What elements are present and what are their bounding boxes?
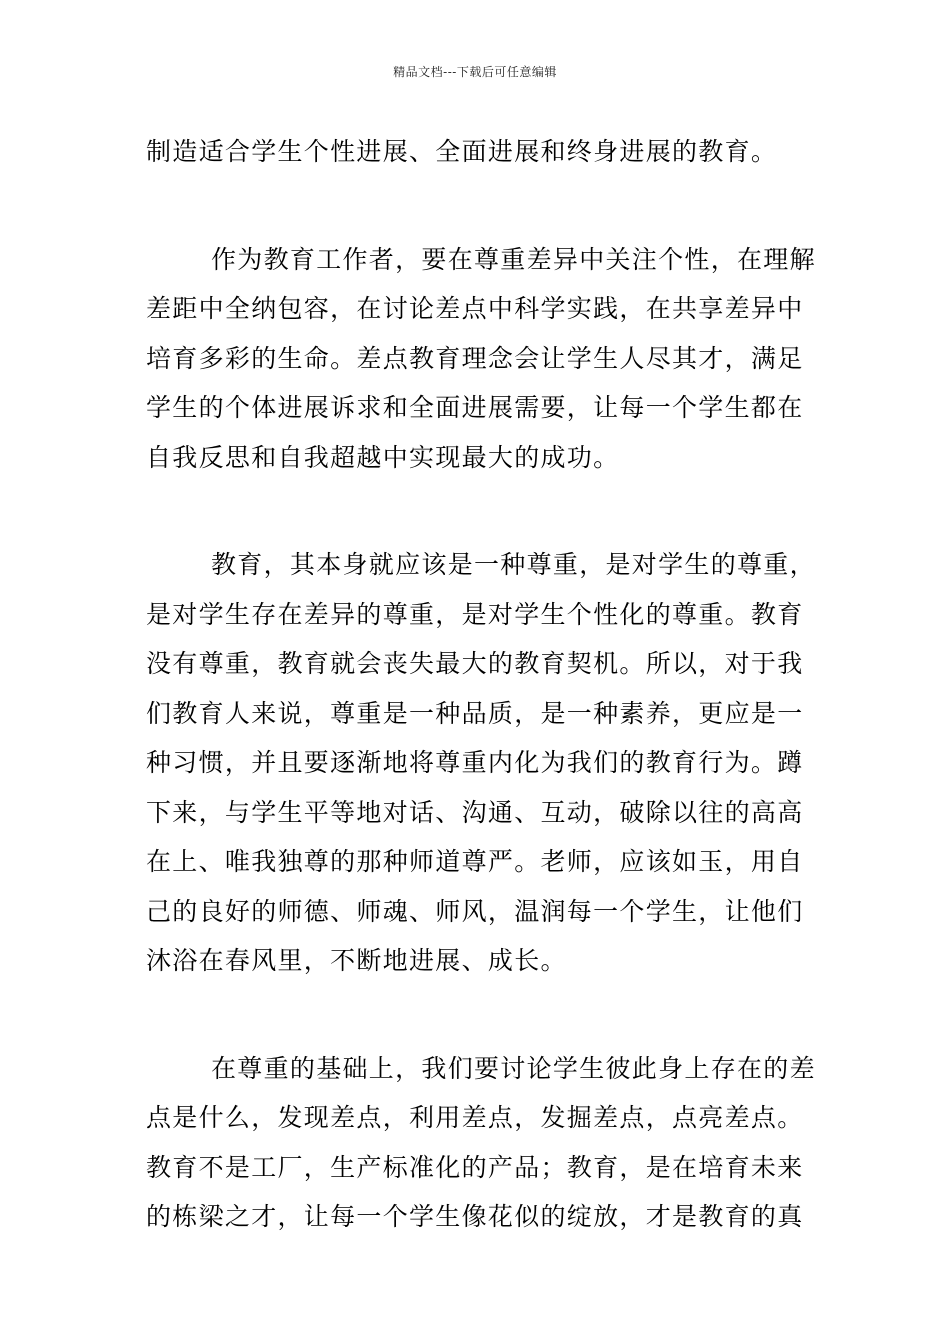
paragraph-line: 自我反思和自我超越中实现最大的成功。 <box>146 442 620 472</box>
paragraph-gap <box>146 177 808 235</box>
paragraph-line: 点是什么，发现差点，利用差点，发掘差点，点亮差点。 <box>146 1103 804 1132</box>
paragraph-line: 差距中全纳包容，在讨论差点中科学实践，在共享差异中 <box>146 294 804 323</box>
paragraph-line: 在上、唯我独尊的那种师道尊严。老师，应该如玉，用自 <box>146 847 804 876</box>
paragraph-line: 学生的个体进展诉求和全面进展需要，让每一个学生都在 <box>146 393 804 422</box>
paragraph-line: 制造适合学生个性进展、全面进展和终身进展的教育。 <box>146 137 778 166</box>
paragraph-gap <box>146 482 808 540</box>
paragraph-line: 们教育人来说，尊重是一种品质，是一种素养，更应是一 <box>146 698 804 728</box>
paragraph-line: 作为教育工作者，要在尊重差异中关注个性，在理解 <box>211 244 816 274</box>
paragraph-line: 教育，其本身就应该是一种尊重，是对学生的尊重， <box>211 550 816 579</box>
paragraph-line: 下来，与学生平等地对话、沟通、互动，破除以往的高高 <box>146 797 804 827</box>
paragraph-line: 沐浴在春风里，不断地进展、成长。 <box>146 946 567 975</box>
paragraph-line: 没有尊重，教育就会丧失最大的教育契机。所以，对于我 <box>146 649 804 678</box>
paragraph-line: 己的良好的师德、师魂、师风，温润每一个学生，让他们 <box>146 896 804 926</box>
document-body <box>146 127 816 1242</box>
paragraph-line: 的栋梁之才，让每一个学生像花似的绽放，才是教育的真 <box>146 1202 804 1231</box>
paragraph-line: 培育多彩的生命。差点教育理念会让学生人尽其才，满足 <box>146 343 804 373</box>
paragraph-line: 教育不是工厂，生产标准化的产品；教育，是在培育未来 <box>146 1152 804 1182</box>
paragraph-line: 种习惯，并且要逐渐地将尊重内化为我们的教育行为。蹲 <box>146 748 804 777</box>
paragraph-line: 是对学生存在差异的尊重，是对学生个性化的尊重。教育 <box>146 599 804 629</box>
paragraph-gap <box>146 986 808 1044</box>
page-header: 精品文档---下载后可任意编辑 <box>393 65 557 79</box>
paragraph-line: 在尊重的基础上，我们要讨论学生彼此身上存在的差 <box>211 1053 816 1083</box>
